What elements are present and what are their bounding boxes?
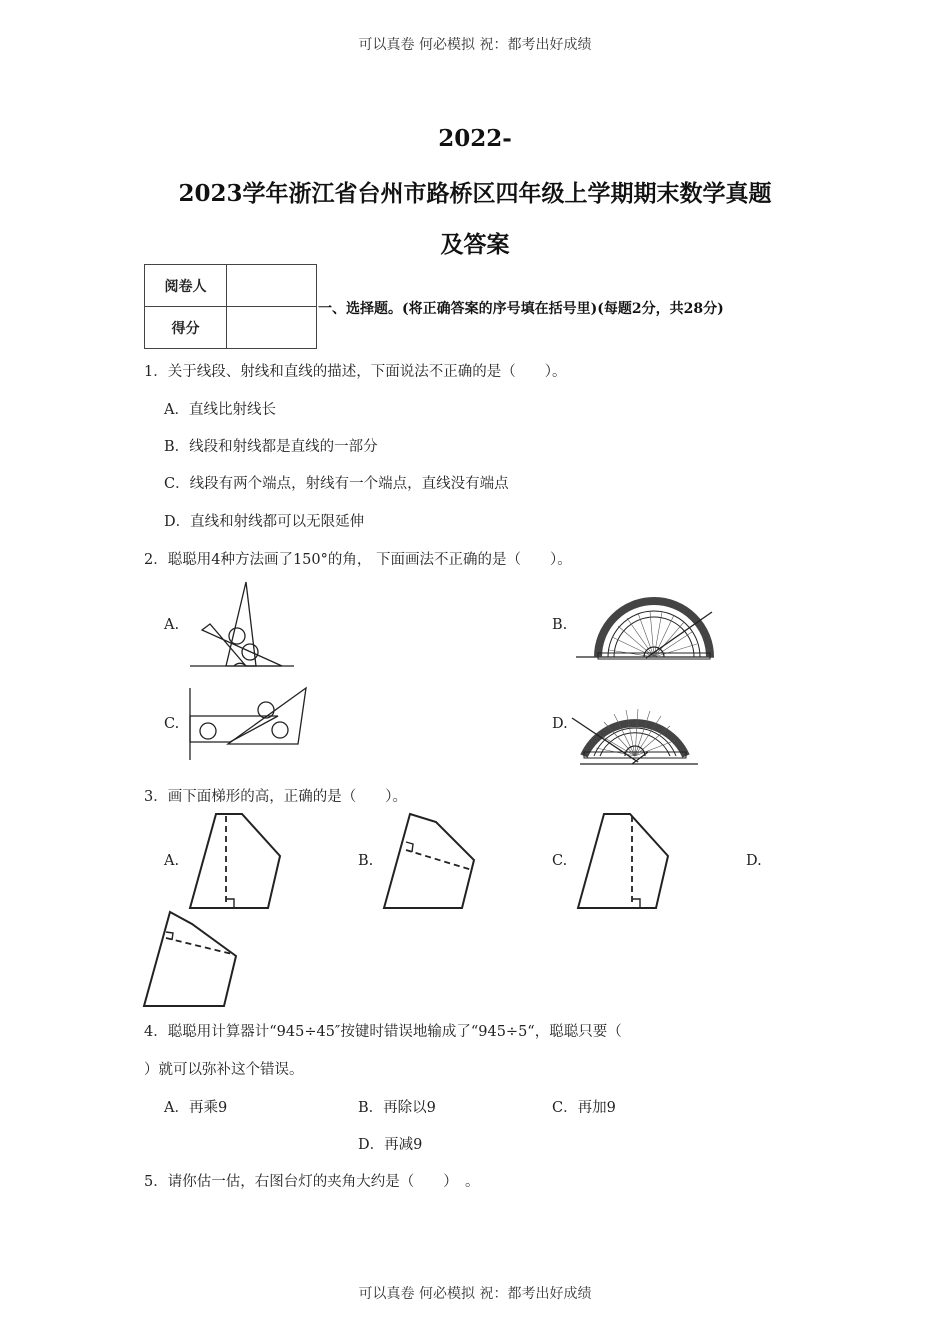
- q2-figure-a: [188, 580, 298, 670]
- q2-option-d: D.: [552, 716, 568, 732]
- q3-option-c: C.: [552, 853, 568, 869]
- question-2: 2．聪聪用4种方法画了150°的角， 下面画法不正确的是（ ）。: [144, 552, 572, 568]
- question-3: 3．画下面梯形的高，正确的是（ ）。: [144, 789, 407, 805]
- page-header: 可以真卷 何必模拟 祝：都考出好成绩: [358, 37, 592, 53]
- q3-option-d: D.: [746, 853, 762, 869]
- q3-option-a: A.: [164, 853, 180, 869]
- q2-figure-d: [570, 682, 712, 768]
- q1-option-b: B．线段和射线都是直线的一部分: [164, 439, 378, 455]
- title-line-2: 2023学年浙江省台州市路桥区四年级上学期期末数学真题: [178, 180, 772, 207]
- page-footer: 可以真卷 何必模拟 祝：都考出好成绩: [358, 1286, 592, 1302]
- q3-option-b: B.: [358, 853, 374, 869]
- reviewer-cell: [227, 265, 317, 307]
- q1-option-d: D．直线和射线都可以无限延伸: [164, 514, 365, 530]
- q3-figure-a: [188, 812, 284, 912]
- title-line-1: 2022-: [438, 125, 512, 152]
- q4-option-b: B．再除以9: [358, 1100, 436, 1116]
- q3-figure-d: [142, 910, 240, 1010]
- q4-option-a: A．再乘9: [164, 1100, 228, 1116]
- q3-figure-b: [382, 812, 478, 912]
- question-1: 1．关于线段、射线和直线的描述，下面说法不正确的是（ ）。: [144, 364, 567, 380]
- q4-option-d: D．再减9: [358, 1137, 423, 1153]
- section-heading: 一、选择题。(将正确答案的序号填在括号里)(每题2分，共28分): [318, 301, 724, 317]
- q3-figure-c: [576, 812, 672, 912]
- reviewer-label: 阅卷人: [145, 265, 227, 307]
- question-4-line-1: 4．聪聪用计算器计“945÷45″按键时错误地输成了“945÷5“，聪聪只要（: [144, 1024, 622, 1040]
- question-4-line-2: ）就可以弥补这个错误。: [144, 1062, 304, 1078]
- q2-option-a: A.: [164, 617, 180, 633]
- q2-figure-b: [576, 582, 716, 664]
- q1-option-c: C．线段有两个端点，射线有一个端点，直线没有端点: [164, 476, 509, 492]
- q2-option-c: C.: [164, 716, 180, 732]
- title-line-3: 及答案: [440, 231, 510, 258]
- question-5: 5．请你估一估，右图台灯的夹角大约是（ ） 。: [144, 1174, 480, 1190]
- q1-option-a: A．直线比射线长: [164, 402, 276, 418]
- score-label: 得分: [145, 307, 227, 349]
- score-cell: [227, 307, 317, 349]
- q2-figure-c: [188, 686, 312, 762]
- q4-option-c: C．再加9: [552, 1100, 616, 1116]
- score-table: [144, 264, 317, 349]
- q2-option-b: B.: [552, 617, 568, 633]
